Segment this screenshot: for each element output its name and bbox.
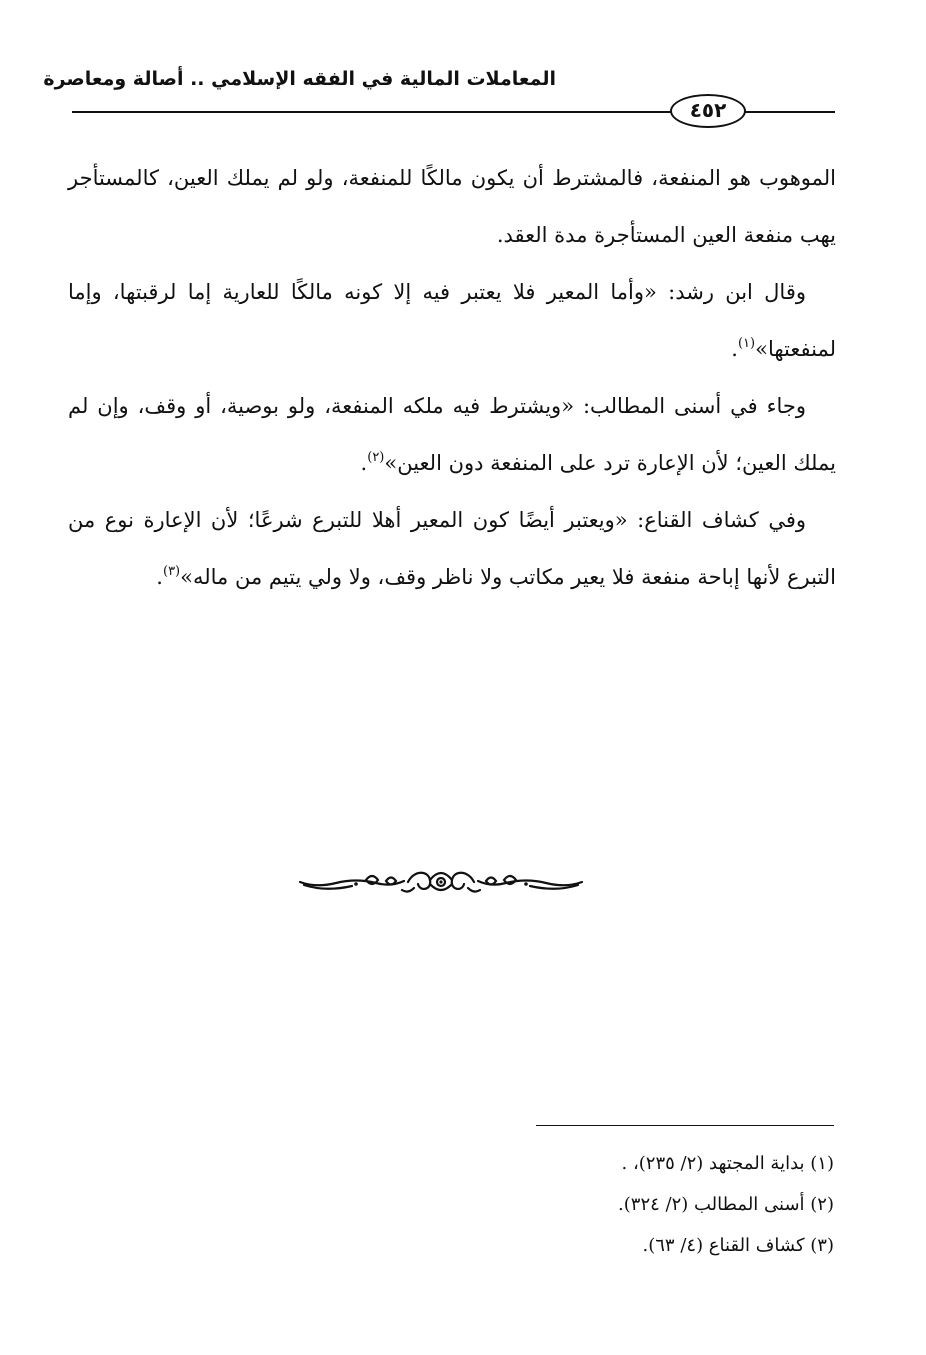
decorative-scroll-divider-icon — [296, 868, 586, 896]
paragraph-1 — [68, 150, 836, 264]
paragraph-text: وقال ابن رشد: «وأما المعير فلا يعتبر فيه إلا كونه مالكًا للعارية إما لرقبتها، وإما لمنفعتها» — [68, 280, 836, 361]
paragraph-tail: . — [360, 451, 368, 475]
footnote-3: (٣) كشاف القناع (٤/ ٦٣). — [642, 1235, 834, 1256]
running-header-title: المعاملات المالية في الفقه الإسلامي .. أصالة ومعاصرة — [43, 68, 556, 90]
paragraph-text: وفي كشاف القناع: «ويعتبر أيضًا كون المعير أهلا للتبرع شرعًا؛ لأن الإعارة نوع من التبرع لأنها إباحة منفعة فلا يعير مكاتب ولا ناظر وقف، ولا ولي يتيم من ماله» — [68, 508, 836, 589]
paragraph-tail: . — [156, 565, 163, 589]
paragraph-text: وجاء في أسنى المطالب: «ويشترط فيه ملكه المنفعة، ولو بوصية، أو وقف، وإن لم يملك العين؛ لأن الإعارة ترد على المنفعة دون العين» — [68, 394, 836, 475]
paragraph-text: الموهوب هو المنفعة، فالمشترط أن يكون مالكًا للمنفعة، ولو لم يملك العين، كالمستأجر يهب منفعة العين المستأجرة مدة العقد. — [68, 166, 836, 247]
paragraph-3 — [68, 378, 836, 492]
body-text — [68, 150, 836, 606]
paragraph-4 — [68, 492, 836, 606]
footnote-1: (١) بداية المجتهد (٢/ ٢٣٥)، . — [621, 1153, 834, 1174]
footnote-separator — [536, 1125, 834, 1126]
footnotes — [334, 1143, 834, 1266]
paragraph-tail: . — [731, 337, 738, 361]
footnote-reference: (٢) — [367, 450, 385, 465]
footnote-2: (٢) أسنى المطالب (٢/ ٣٢٤). — [618, 1194, 834, 1215]
paragraph-2 — [68, 264, 836, 378]
footnote-reference: (١) — [737, 336, 756, 351]
footnote-reference: (٣) — [162, 564, 181, 579]
page-number: ٤٥٢ — [689, 98, 727, 122]
